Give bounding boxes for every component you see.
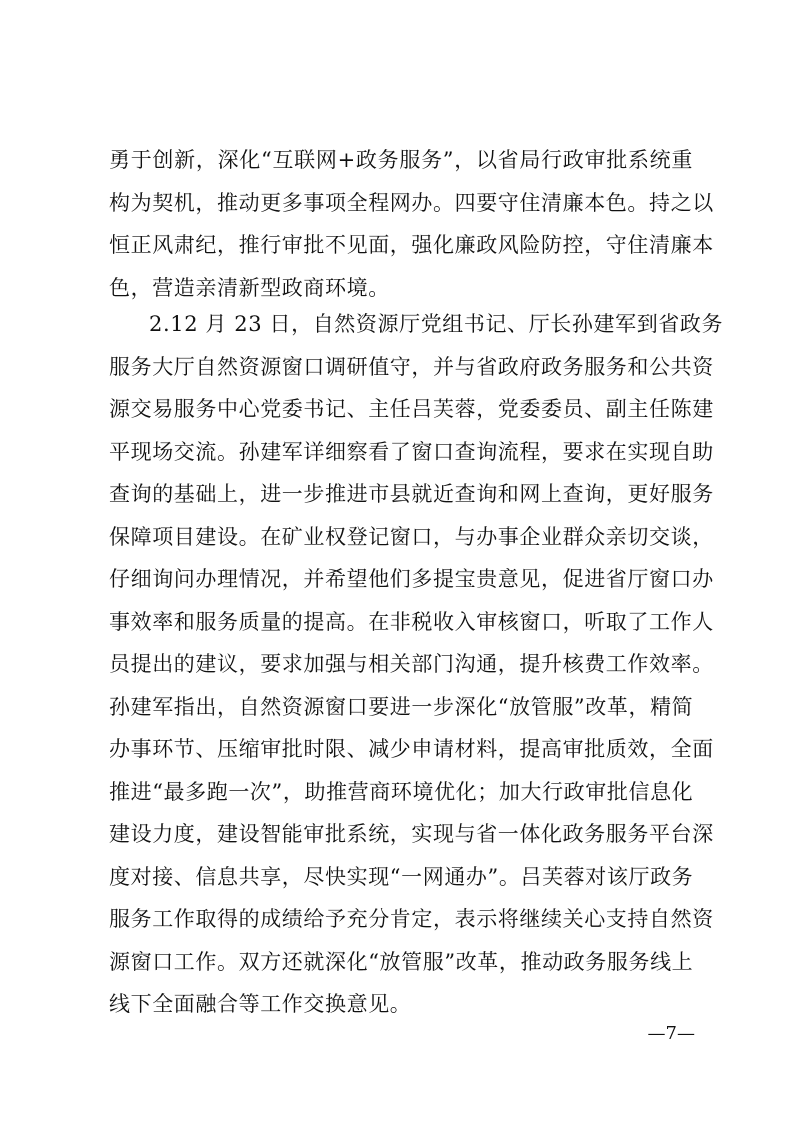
paragraph-line: 色，营造亲清新型政商环境。 bbox=[109, 275, 390, 300]
paragraph-line: 查询的基础上，进一步推进市县就近查询和网上查询，更好服务 bbox=[109, 482, 714, 506]
paragraph-line: 保障项目建设。在矿业权登记窗口，与办事企业群众亲切交谈， bbox=[109, 524, 714, 549]
paragraph-line: 源窗口工作。双方还就深化“放管服”改革，推动政务服务线上 bbox=[109, 949, 694, 974]
paragraph-line: 线下全面融合等工作交换意见。 bbox=[109, 992, 412, 1016]
paragraph-line: 服务工作取得的成绩给予充分肯定，表示将继续关心支持自然资 bbox=[109, 907, 714, 931]
paragraph-line: 2.12 月 23 日，自然资源厅党组书记、厅长孙建军到省政务 bbox=[149, 312, 724, 336]
paragraph-1 bbox=[109, 139, 714, 309]
paragraph-line: 源交易服务中心党委书记、主任吕芙蓉，党委委员、副主任陈建 bbox=[109, 397, 714, 421]
paragraph-line: 员提出的建议，要求加强与相关部门沟通，提升核费工作效率。 bbox=[109, 652, 714, 676]
paragraph-line: 度对接、信息共享，尽快实现“一网通办”。吕芙蓉对该厅政务 bbox=[109, 864, 694, 889]
paragraph-line: 仔细询问办理情况，并希望他们多提宝贵意见，促进省厅窗口办 bbox=[109, 567, 714, 591]
paragraph-line: 事效率和服务质量的提高。在非税收入审核窗口，听取了工作人 bbox=[109, 609, 714, 634]
paragraph-line: 孙建军指出，自然资源窗口要进一步深化“放管服”改革，精简 bbox=[109, 694, 694, 719]
paragraph-2 bbox=[109, 303, 724, 1026]
page-number: —7— bbox=[647, 1023, 695, 1044]
paragraph-line: 办事环节、压缩审批时限、减少申请材料，提高审批质效，全面 bbox=[109, 737, 714, 761]
paragraph-line: 恒正风肃纪，推行审批不见面，强化廉政风险防控，守住清廉本 bbox=[109, 233, 714, 257]
paragraph-line: 建设力度，建设智能审批系统，实现与省一体化政务服务平台深 bbox=[109, 822, 714, 846]
paragraph-line: 构为契机，推动更多事项全程网办。四要守住清廉本色。持之以 bbox=[109, 190, 714, 215]
paragraph-line: 服务大厅自然资源窗口调研值守，并与省政府政务服务和公共资 bbox=[109, 354, 714, 379]
paragraph-line: 平现场交流。孙建军详细察看了窗口查询流程，要求在实现自助 bbox=[109, 439, 714, 464]
paragraph-line: 推进“最多跑一次”，助推营商环境优化；加大行政审批信息化 bbox=[109, 779, 694, 804]
paragraph-line: 勇于创新，深化“互联网+政务服务”，以省局行政审批系统重 bbox=[109, 148, 693, 172]
